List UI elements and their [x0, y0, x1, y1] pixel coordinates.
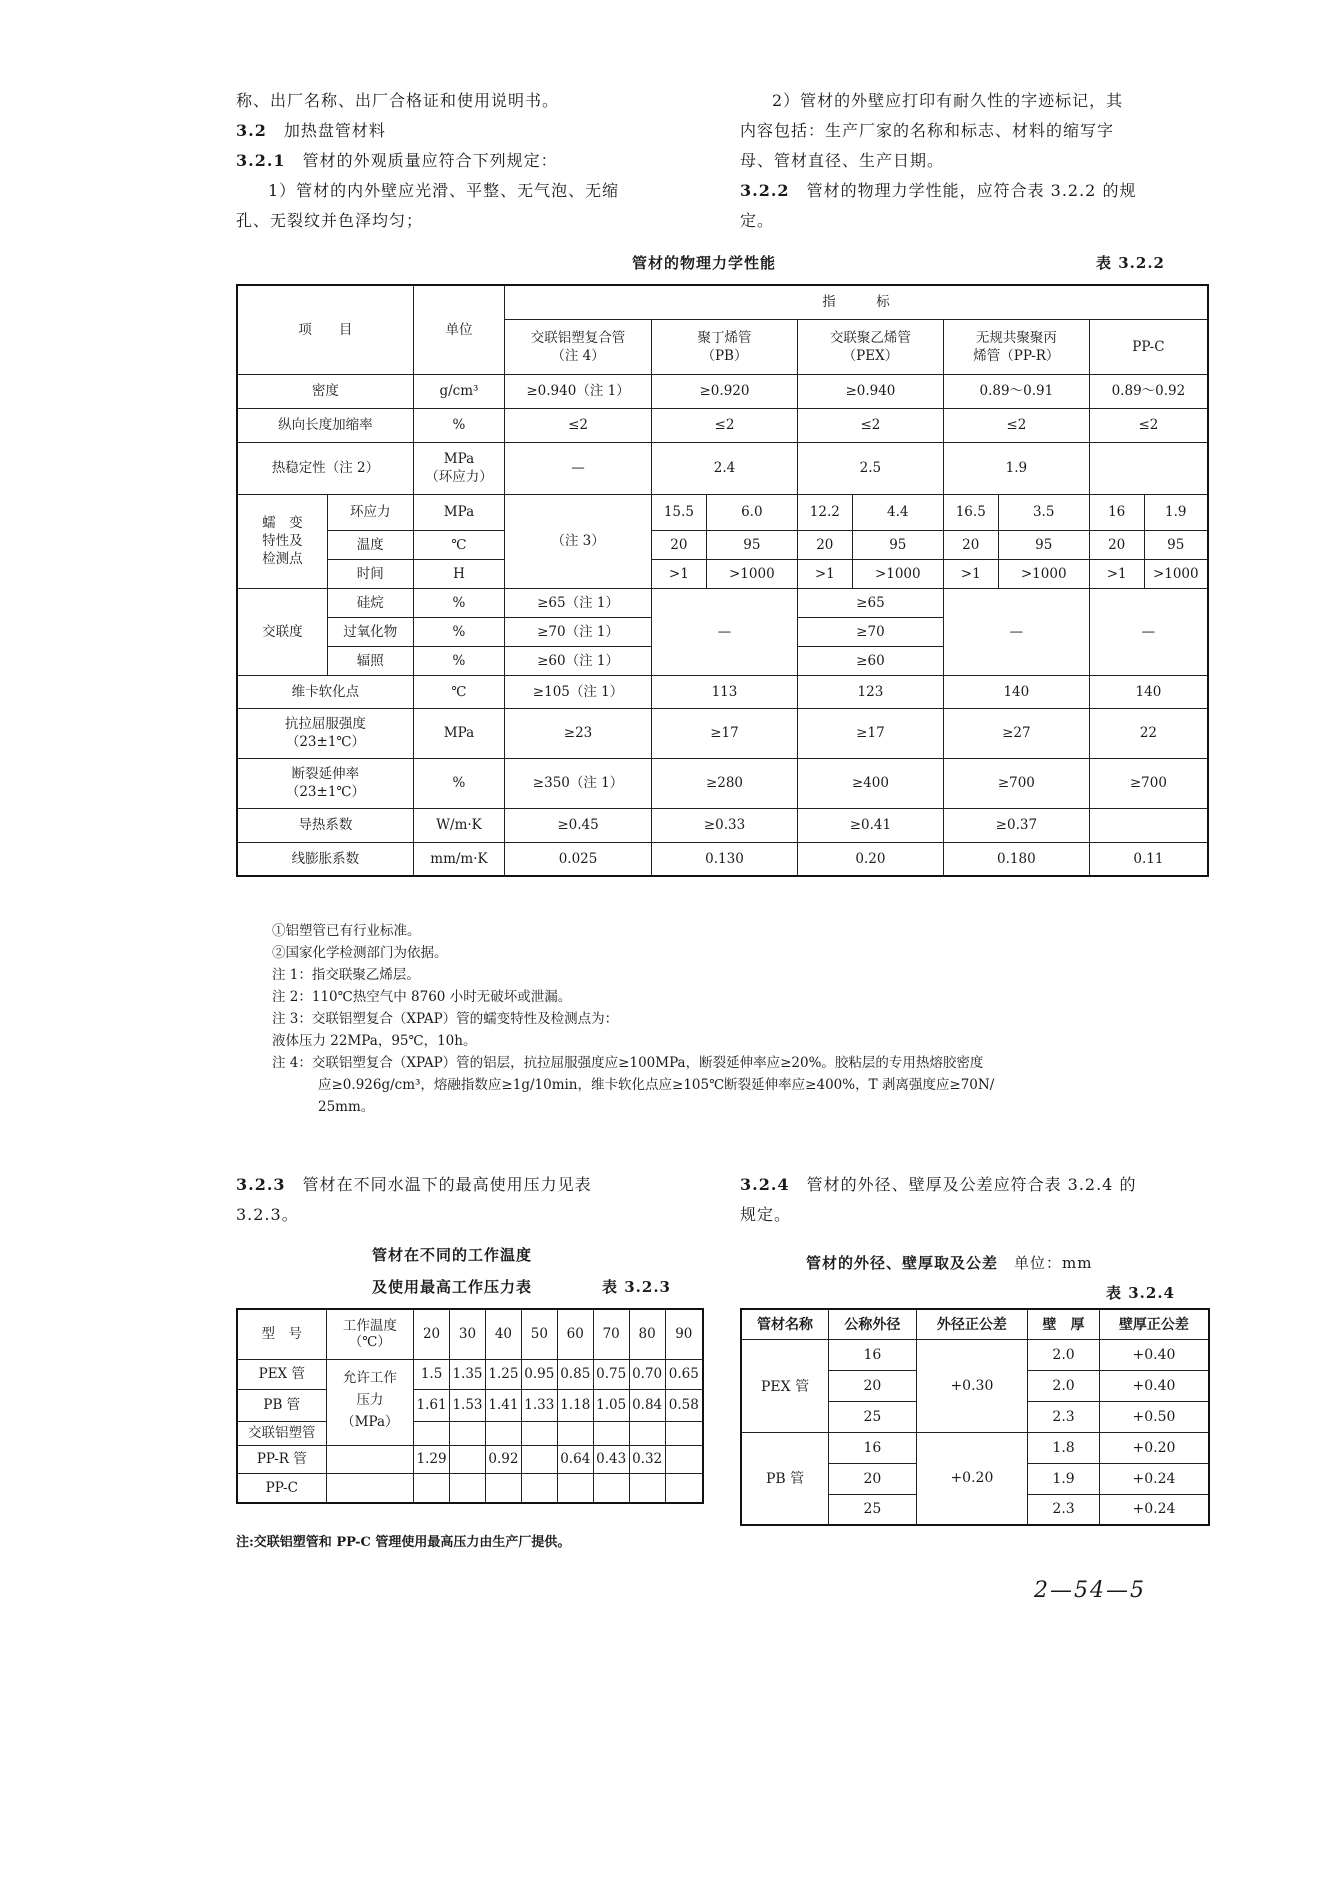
header-pex: 交联聚乙烯管 （PEX） [797, 319, 943, 374]
page-number: 2—54—5 [1034, 1578, 1146, 1603]
section-title: 加热盘管材料 [283, 121, 386, 140]
table-323 [236, 1308, 704, 1504]
table-322-caption: 管材的物理力学性能 [632, 254, 777, 272]
row-tensile: 抗拉屈服强度 （23±1℃） MPa ≥23 ≥17 ≥17 ≥27 22 [237, 708, 1208, 758]
creep-group-label: 蠕 变 特性及 检测点 [237, 494, 327, 588]
table-324-caption: 管材的外径、壁厚取及公差 单位：mm [806, 1254, 1093, 1272]
section-number: 3.2 [236, 121, 267, 140]
table-row: PB 管 16 +0.20 1.8 +0.20 [741, 1432, 1209, 1463]
section-number: 3.2.1 [236, 151, 286, 170]
table-row: 20 2.0 +0.40 [741, 1370, 1209, 1401]
section-3-2-3 [236, 1170, 706, 1230]
table-324 [740, 1308, 1210, 1526]
section-text: 管材在不同水温下的最高使用压力见表 [302, 1175, 592, 1194]
table-row: PEX 管 允许工作 压力 （MPa） 1.5 1.35 1.25 0.95 0.85 0.75 0.70 0.65 [237, 1359, 703, 1389]
note-circle-1: ①铝塑管已有行业标准。 [272, 923, 421, 939]
row-shrink: 纵向长度加缩率 % ≤2 ≤2 ≤2 ≤2 ≤2 [237, 408, 1208, 442]
left-column [236, 86, 722, 236]
table-row: 20 1.9 +0.24 [741, 1463, 1209, 1494]
header-item: 项 目 [237, 285, 413, 374]
note-1: 注 1：指交联聚乙烯层。 [272, 967, 420, 983]
note-4-line-c: 25mm。 [318, 1099, 375, 1115]
row-crosslink-silane: 交联度 硅烷 % ≥65（注 1） — ≥65 — — [237, 588, 1208, 617]
section-3-2-heading [236, 116, 722, 146]
note-3-line-b: 液体压力 22MPa，95℃，10h。 [272, 1033, 477, 1049]
header-ppc: PP-C [1089, 319, 1208, 374]
header-unit: 单位 [413, 285, 504, 374]
paragraph-continuation: 称、出厂名称、出厂合格证和使用说明书。 [236, 91, 560, 110]
row-expansion: 线膨胀系数 mm/m·K 0.025 0.130 0.20 0.180 0.11 [237, 842, 1208, 876]
table-row: PP-C [237, 1473, 703, 1503]
header-ppr: 无规共聚聚丙 烯管（PP-R） [943, 319, 1089, 374]
row-elongation: 断裂延伸率 （23±1℃） % ≥350（注 1） ≥280 ≥400 ≥700 ≥700 [237, 758, 1208, 808]
section-3-2-2 [740, 176, 1210, 206]
section-3-2-1 [236, 146, 722, 176]
section-text: 管材的外径、壁厚及公差应符合表 3.2.4 的 [806, 1175, 1137, 1194]
section-number: 3.2.2 [740, 181, 790, 200]
note-4-line-a: 注 4：交联铝塑复合（XPAP）管的铝层，抗拉屈服强度应≥100MPa，断裂延伸率应≥20%。胶粘层的专用热熔胶密度 [272, 1055, 984, 1071]
header-index: 指 标 [505, 285, 1208, 319]
row-thermal: 热稳定性（注 2） MPa （环应力） — 2.4 2.5 1.9 [237, 442, 1208, 494]
table-323-note: 注:交联铝塑管和 PP-C 管理使用最高压力由生产厂提供。 [236, 1535, 571, 1550]
row-crosslink-irradiation: 辐照 % ≥60（注 1） ≥60 [237, 646, 1208, 675]
note-2: 注 2：110℃热空气中 8760 小时无破坏或泄漏。 [272, 989, 572, 1005]
table-row: 交联铝塑管 [237, 1421, 703, 1445]
section-text-end: 规定。 [740, 1205, 792, 1224]
item-1-line-b: 孔、无裂纹并色泽均匀； [236, 211, 424, 230]
table-row: 25 2.3 +0.24 [741, 1494, 1209, 1525]
section-3-2-2-end: 定。 [740, 211, 775, 230]
note-3-line-a: 注 3：交联铝塑复合（XPAP）管的蠕变特性及检测点为： [272, 1011, 619, 1027]
table-row: 25 2.3 +0.50 [741, 1401, 1209, 1432]
table-323-caption-b: 及使用最高工作压力表 [372, 1278, 533, 1296]
table-322 [236, 284, 1209, 877]
item-2-line-a: 2）管材的外壁应打印有耐久性的字迹标记，其 [772, 91, 1124, 110]
table-row: PB 管 1.61 1.53 1.41 1.33 1.18 1.05 0.84 0.58 [237, 1389, 703, 1421]
row-conductivity: 导热系数 W/m·K ≥0.45 ≥0.33 ≥0.41 ≥0.37 [237, 808, 1208, 842]
right-column [740, 86, 1210, 236]
table-322-number: 表 3.2.2 [1096, 254, 1165, 272]
row-creep-time: 时间 H >1 >1000 >1 >1000 >1 >1000 >1 >1000 [237, 559, 1208, 588]
row-creep-stress: 蠕 变 特性及 检测点 环应力 MPa （注 3） 15.5 6.0 12.2 4.4 16.5 3.5 16 1.9 [237, 494, 1208, 530]
table-324-header: 管材名称 公称外径 外径正公差 壁 厚 壁厚正公差 [741, 1309, 1209, 1339]
table-row: PP-R 管 1.29 0.92 0.64 0.43 0.32 [237, 1445, 703, 1473]
section-3-2-4 [740, 1170, 1210, 1230]
table-323-caption-a: 管材在不同的工作温度 [372, 1246, 533, 1264]
section-text: 管材的物理力学性能，应符合表 3.2.2 的规 [806, 181, 1137, 200]
section-number: 3.2.4 [740, 1175, 790, 1194]
row-density: 密度 g/cm³ ≥0.940（注 1） ≥0.920 ≥0.940 0.89～0.91 0.89～0.92 [237, 374, 1208, 408]
section-text: 管材的外观质量应符合下列规定： [302, 151, 558, 170]
table-323-number: 表 3.2.3 [602, 1278, 671, 1296]
item-1-line-a: 1）管材的内外壁应光滑、平整、无气泡、无缩 [268, 181, 620, 200]
section-text-end: 3.2.3。 [236, 1205, 299, 1224]
row-creep-temp: 温度 ℃ 20 95 20 95 20 95 20 95 [237, 530, 1208, 559]
header-pb: 聚丁烯管 （PB） [652, 319, 798, 374]
note-circle-2: ②国家化学检测部门为依据。 [272, 945, 448, 961]
header-xpap: 交联铝塑复合管 （注 4） [505, 319, 652, 374]
section-number: 3.2.3 [236, 1175, 286, 1194]
table-324-number: 表 3.2.4 [1106, 1284, 1175, 1302]
item-2-line-c: 母、管材直径、生产日期。 [740, 151, 945, 170]
row-crosslink-peroxide: 过氧化物 % ≥70（注 1） ≥70 [237, 617, 1208, 646]
table-row: PEX 管 16 +0.30 2.0 +0.40 [741, 1339, 1209, 1370]
table-323-header: 型 号 工作温度 （℃） 20 30 40 50 60 70 80 90 [237, 1309, 703, 1359]
item-2-line-b: 内容包括：生产厂家的名称和标志、材料的缩写字 [740, 121, 1115, 140]
row-vicat: 维卡软化点 ℃ ≥105（注 1） 113 123 140 140 [237, 675, 1208, 708]
note-4-line-b: 应≥0.926g/cm³，熔融指数应≥1g/10min，维卡软化点应≥105℃断裂延伸率应≥400%，T 剥离强度应≥70N/ [318, 1077, 995, 1093]
table-322-notes [272, 920, 1212, 1118]
allowable-pressure-label: 允许工作 压力 （MPa） [326, 1359, 414, 1445]
